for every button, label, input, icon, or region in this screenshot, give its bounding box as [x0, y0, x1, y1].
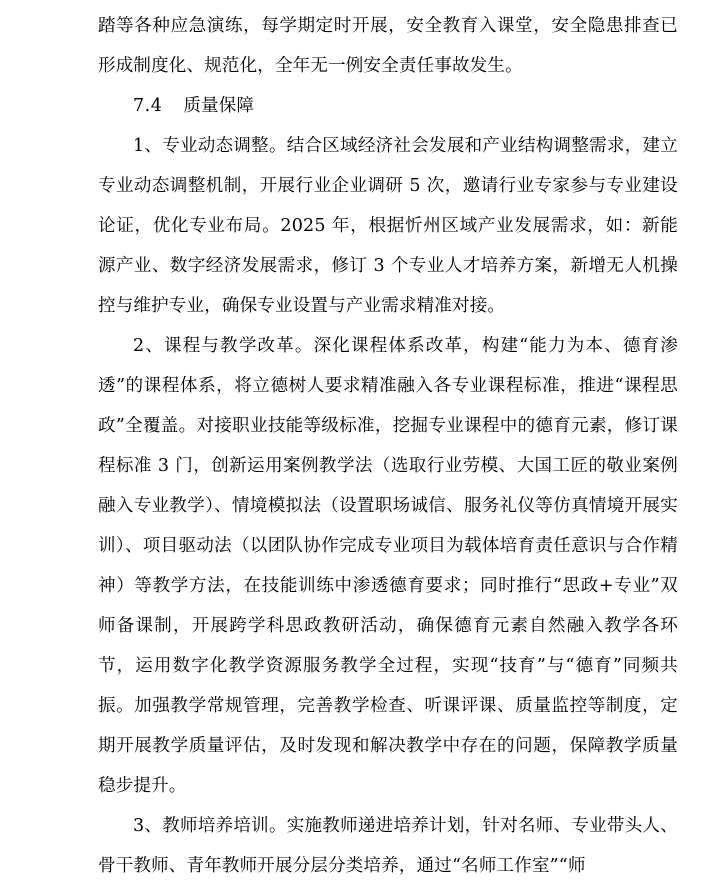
heading-quality-assurance [98, 86, 678, 126]
document-body [98, 6, 678, 886]
paragraph-major-dynamic-adjustment: 1、专业动态调整。结合区域经济社会发展和产业结构调整需求，建立专业动态调整机制，开展行业企业调研 5 次，邀请行业专家参与专业建设论证，优化专业布局。2025 年，根据忻州区域产业发展需求，如：新能源产业、数字经济发展需求，修订 3 个专业人才培养方案，新增无人机操控与维护专业，确保专业设置与产业需求精准对接。 [98, 136, 678, 316]
paragraph-curriculum-teaching-reform: 2、课程与教学改革。深化课程体系改革，构建“能力为本、德育渗透”的课程体系，将立德树人要求精准融入各专业课程标准，推进“课程思政”全覆盖。对接职业技能等级标准，挖掘专业课程中的德育元素，修订课程标准 3 门，创新运用案例教学法（选取行业劳模、大国工匠的敬业案例融入专业教学）、情境模拟法（设置职场诚信、服务礼仪等仿真情境开展实训）、项目驱动法（以团队协作完成专业项目为载体培育责任意识与合作精神）等教学方法，在技能训练中渗透德育要求；同时推行“思政+专业”双师备课制，开展跨学科思政教研活动，确保德育元素自然融入教学各环节，运用数字化教学资源服务教学全过程，实现“技育”与“德育”同频共振。加强教学常规管理，完善教学检查、听课评课、质量监控等制度，定期开展教学质量评估，及时发现和解决教学中存在的问题，保障教学质量稳步提升。 [98, 336, 678, 796]
heading-number: 7.4 [133, 96, 163, 116]
heading-title: 质量保障 [183, 96, 255, 116]
paragraph-safety-continuation: 踏等各种应急演练，每学期定时开展，安全教育入课堂，安全隐患排查已形成制度化、规范化，全年无一例安全责任事故发生。 [98, 16, 678, 76]
paragraph-teacher-training: 3、教师培养培训。实施教师递进培养计划，针对名师、专业带头人、骨干教师、青年教师开展分层分类培养，通过“名师工作室”“师 [98, 816, 678, 876]
